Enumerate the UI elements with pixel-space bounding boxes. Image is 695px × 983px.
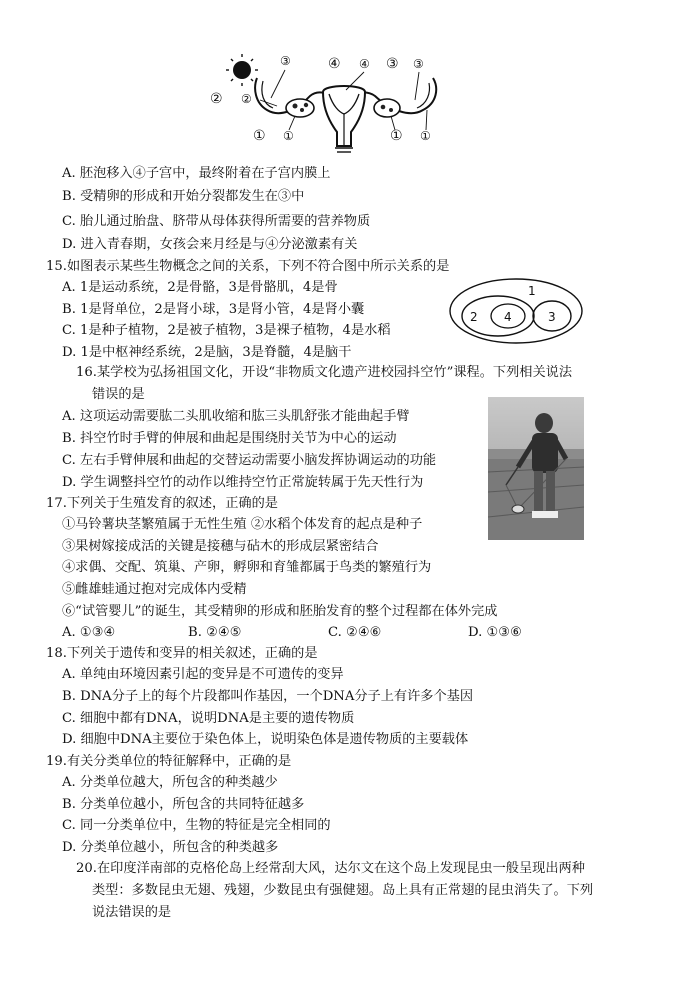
q17-item-1-2: ①马铃薯块茎繁殖属于无性生殖 ②水稻个体发育的起点是种子 [62, 517, 423, 532]
q18-option-d: D. 细胞中DNA主要位于染色体上，说明染色体是遗传物质的主要载体 [62, 732, 469, 747]
q19-option-c: C. 同一分类单位中，生物的特征是完全相同的 [62, 818, 331, 833]
q18-stem: 18.下列关于遗传和变异的相关叙述，正确的是 [46, 646, 318, 661]
q17-option-a: A. ①③④ [62, 625, 116, 640]
label-1: 1 [528, 284, 536, 298]
q17-option-c: C. ②④⑥ [328, 625, 382, 640]
label-2-small: ② [241, 92, 252, 106]
q17-item-6: ⑥“试管婴儿”的诞生，其受精卵的形成和胚胎发育的整个过程都在体外完成 [62, 604, 498, 619]
label-2: 2 [470, 310, 478, 324]
q14-option-c: C. 胎儿通过胎盘、脐带从母体获得所需要的营养物质 [62, 214, 371, 229]
q15-option-d: D. 1是中枢神经系统，2是脑，3是脊髓，4是脑干 [62, 345, 352, 360]
label-1-right-big: ① [390, 128, 403, 144]
q16-option-c: C. 左右手臂伸展和曲起的交替运动需要小脑发挥协调运动的功能 [62, 453, 437, 468]
q18-option-b: B. DNA分子上的每个片段都叫作基因，一个DNA分子上有许多个基因 [62, 689, 474, 704]
q20-stem-line1: 20.在印度洋南部的克格伦岛上经常刮大风，达尔文在这个岛上发现昆虫一般呈现出两种 [76, 861, 585, 876]
q20-stem-line3: 说法错误的是 [92, 905, 172, 920]
label-4-small: ④ [359, 57, 370, 71]
q17-item-3: ③果树嫁接成活的关键是接穗与砧木的形成层紧密结合 [62, 539, 379, 554]
q16-option-b: B. 抖空竹时手臂的伸展和曲起是围绕肘关节为中心的运动 [62, 431, 397, 446]
q19-option-b: B. 分类单位越小，所包含的共同特征越多 [62, 797, 305, 812]
q14-option-a: A. 胚泡移入④子宫中，最终附着在子宫内膜上 [62, 166, 331, 181]
q15-option-b: B. 1是肾单位，2是肾小球，3是肾小管，4是肾小囊 [62, 302, 365, 317]
q15-option-a: A. 1是运动系统，2是骨骼，3是骨骼肌，4是骨 [62, 280, 338, 295]
q17-stem: 17.下列关于生殖发育的叙述，正确的是 [46, 496, 278, 511]
q17-item-5: ⑤雌雄蛙通过抱对完成体内受精 [62, 582, 247, 597]
label-1-right-small: ① [420, 129, 431, 143]
q16-stem-line1: 16.某学校为弘扬祖国文化，开设“非物质文化遗产进校园抖空竹”课程。下列相关说法 [76, 365, 573, 380]
q15-stem: 15.如图表示某些生物概念之间的关系，下列不符合图中所示关系的是 [46, 259, 450, 274]
label-3: 3 [548, 310, 556, 324]
label-4: 4 [504, 310, 512, 324]
diabolo-photo [488, 397, 584, 540]
q18-option-c: C. 细胞中都有DNA，说明DNA是主要的遗传物质 [62, 711, 355, 726]
left-ovary [286, 99, 314, 117]
q19-stem: 19.有关分类单位的特征解释中，正确的是 [46, 754, 292, 769]
q20-stem-line2: 类型：多数昆虫无翅、残翅，少数昆虫有强健翅。岛上具有正常翅的昆虫消失了。下列 [92, 883, 594, 898]
q14-option-b: B. 受精卵的形成和开始分裂都发生在③中 [62, 189, 305, 204]
q17-item-4: ④求偶、交配、筑巢、产卵，孵卵和育雏都属于鸟类的繁殖行为 [62, 560, 432, 575]
label-3-right: ③ [413, 57, 424, 71]
label-2-big: ② [210, 91, 223, 107]
label-4-big: ④ [328, 56, 341, 72]
label-1-big: ① [253, 128, 266, 144]
egg-cell-icon [226, 54, 258, 86]
label-3-big: ③ [386, 56, 399, 72]
q19-option-a: A. 分类单位越大，所包含的种类越少 [62, 775, 278, 790]
q15-option-c: C. 1是种子植物，2是被子植物，3是裸子植物，4是水稻 [62, 323, 391, 338]
q14-option-d: D. 进入青春期，女孩会来月经是与④分泌激素有关 [62, 237, 358, 252]
concept-relation-diagram [448, 276, 586, 346]
q17-option-d: D. ①③⑥ [468, 625, 522, 640]
right-ovary [374, 99, 400, 117]
label-3-small: ③ [280, 54, 291, 68]
q17-option-b: B. ②④⑤ [188, 625, 242, 640]
q16-stem-line2: 错误的是 [92, 387, 145, 402]
label-1-small: ① [283, 129, 294, 143]
q19-option-d: D. 分类单位越小，所包含的种类越多 [62, 840, 279, 855]
q16-option-d: D. 学生调整抖空竹的动作以维持空竹正常旋转属于先天性行为 [62, 475, 424, 490]
uterus-diagram [205, 48, 475, 163]
q18-option-a: A. 单纯由环境因素引起的变异是不可遗传的变异 [62, 667, 344, 682]
q16-option-a: A. 这项运动需要肱二头肌收缩和肱三头肌舒张才能曲起手臂 [62, 409, 410, 424]
